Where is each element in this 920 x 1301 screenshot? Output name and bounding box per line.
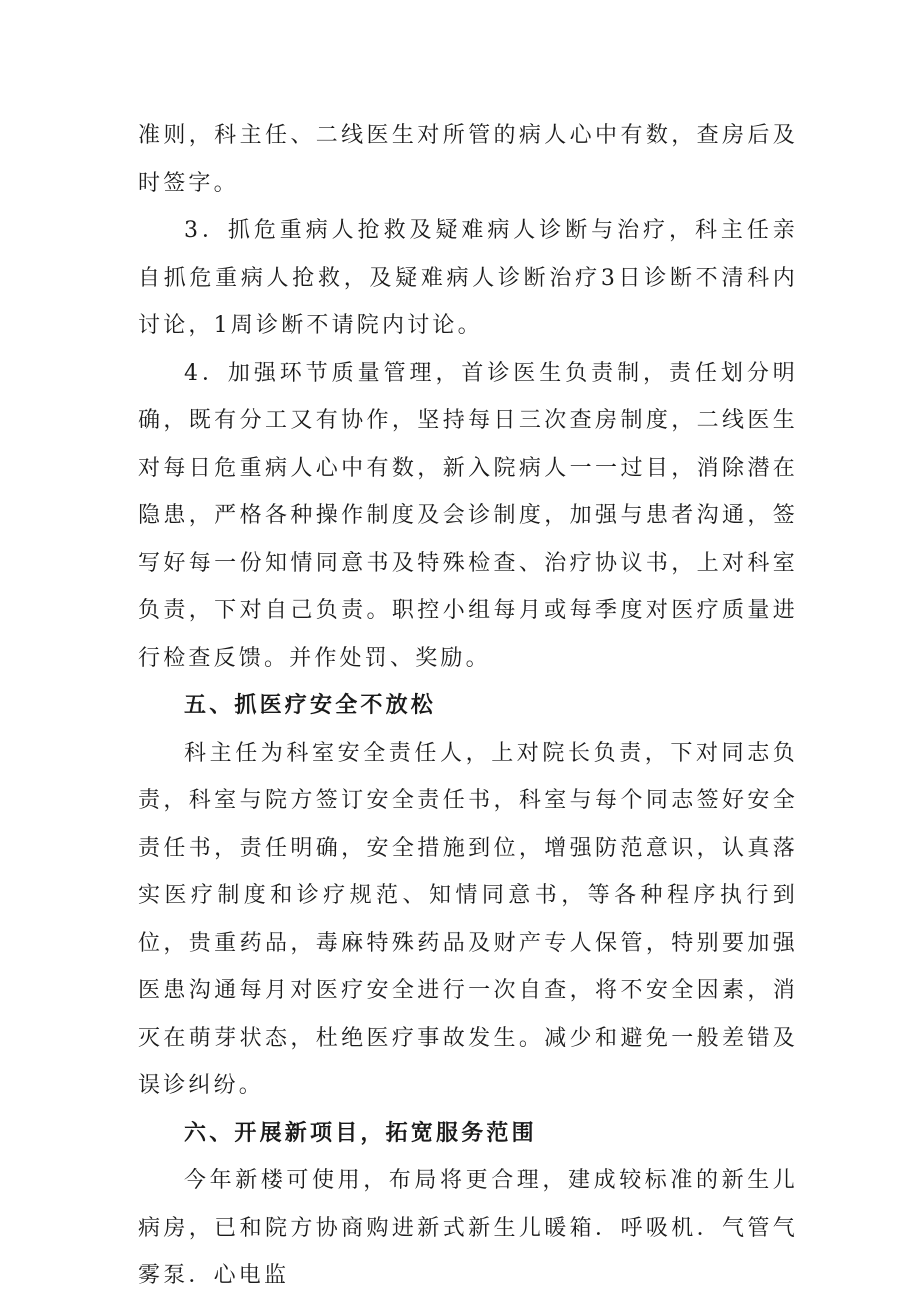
- document-body: [138, 112, 798, 1300]
- section-heading-6: 六、开展新项目，拓宽服务范围: [184, 1120, 537, 1146]
- section-heading-5: 五、抓医疗安全不放松: [184, 693, 437, 718]
- paragraph-continuation: 准则，科主任、二线医生对所管的病人心中有数，查房后及时签字。: [138, 123, 798, 196]
- paragraph-section-5: 科主任为科室安全责任人，上对院长负责，下对同志负责，科室与院方签订安全责任书，科室与每个同志签好安全责任书，责任明确，安全措施到位，增强防范意识，认真落实医疗制度和诊疗规范、知情同意书，等各种程序执行到位，贵重药品，毒麻特殊药品及财产专人保管，特别要加强医患沟通每月对医疗安全进行一次自查，将不安全因素，消灭在萌芽状态，杜绝医疗事故发生。减少和避免一般差错及误诊纠纷。: [138, 740, 798, 1098]
- paragraph-item-4: 4．加强环节质量管理，首诊医生负责制，责任划分明确，既有分工又有协作，坚持每日三次查房制度，二线医生对每日危重病人心中有数，新入院病人一一过目，消除潜在隐患，严格各种操作制度及会诊制度，加强与患者沟通，签写好每一份知情同意书及特殊检查、治疗协议书，上对科室负责，下对自己负责。职控小组每月或每季度对医疗质量进行检查反馈。并作处罚、奖励。: [138, 360, 798, 671]
- paragraph-section-6: 今年新楼可使用，布局将更合理，建成较标准的新生儿病房，已和院方协商购进新式新生儿暖箱．呼吸机．气管气雾泵．心电监: [138, 1168, 798, 1288]
- paragraph-item-3: 3．抓危重病人抢救及疑难病人诊断与治疗，科主任亲自抓危重病人抢救，及疑难病人诊断治疗3日诊断不清科内讨论，1周诊断不请院内讨论。: [138, 218, 798, 338]
